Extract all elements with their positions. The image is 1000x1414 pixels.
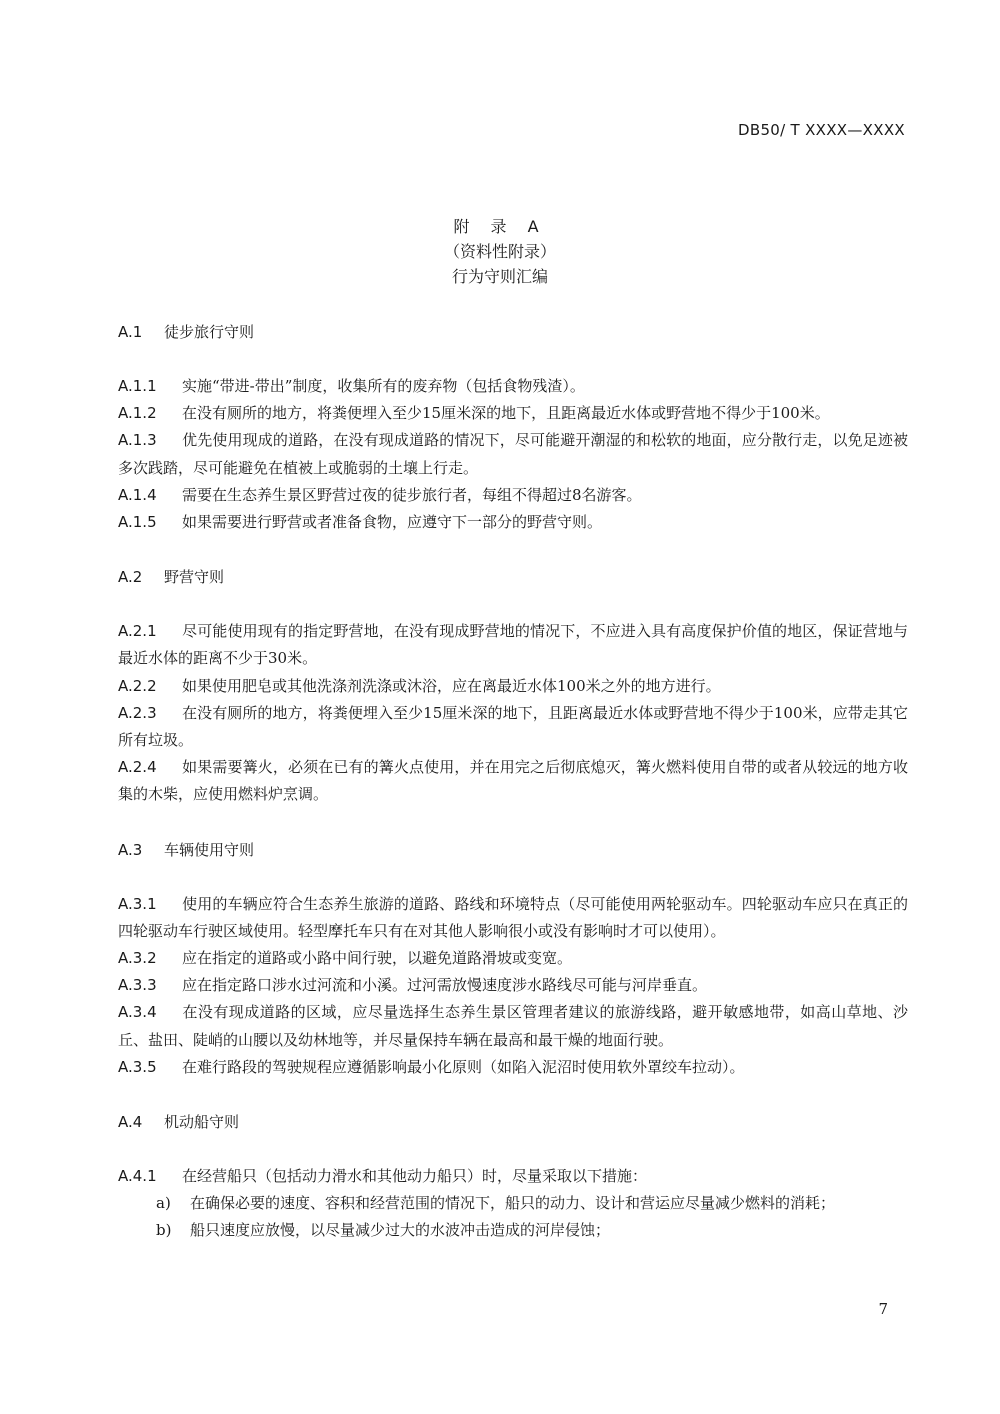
page-number: 7 [878,1300,888,1318]
clause: A.3.3 应在指定路口涉水过河流和小溪。过河需放慢速度涉水路线尽可能与河岸垂直。 [118,976,708,995]
section-heading: A.3 车辆使用守则 [118,840,255,859]
appendix-subject: 行为守则汇编 [451,267,548,286]
appendix-type: （资料性附录） [443,242,556,261]
clause: A.1.5 如果需要进行野营或者准备食物，应遵守下一部分的野营守则。 [118,513,603,532]
document-body [118,318,908,1245]
section-heading: A.2 野营守则 [118,568,225,587]
list-item: b) 船只速度应放慢，以尽量减少过大的水波冲击造成的河岸侵蚀； [156,1221,611,1240]
appendix-title: 附 录 A [453,217,547,236]
clause: A.2.3 在没有厕所的地方，将粪便埋入至少15厘米深的地下，且距离最近水体或野营地不得少于100米，应带走其它所有垃圾。 [118,703,908,750]
clause: A.1.2 在没有厕所的地方，将粪便埋入至少15厘米深的地下，且距离最近水体或野营地不得少于100米。 [118,404,830,423]
clause: A.2.2 如果使用肥皂或其他洗涤剂洗涤或沐浴，应在离最近水体100米之外的地方进行。 [118,676,721,695]
section-heading: A.4 机动船守则 [118,1113,240,1132]
section-heading: A.1 徒步旅行守则 [118,323,255,341]
clause: A.2.4 如果需要篝火，必须在已有的篝火点使用，并在用完之后彻底熄灭，篝火燃料使用自带的或者从较远的地方收集的木柴，应使用燃料炉烹调。 [118,758,908,804]
clause: A.3.1 使用的车辆应符合生态养生旅游的道路、路线和环境特点（尽可能使用两轮驱动车。四轮驱动车应只在真正的四轮驱动车行驶区域使用。轻型摩托车只有在对其他人影响很小或没有影响时才可以使用）。 [118,894,908,940]
clause: A.3.4 在没有现成道路的区域，应尽量选择生态养生景区管理者建议的旅游线路，避开敏感地带，如高山草地、沙丘、盐田、陡峭的山腰以及幼林地等，并尽量保持车辆在最高和最干燥的地面行驶。 [118,1003,908,1049]
list-item: a) 在确保必要的速度、容积和经营范围的情况下，船只的动力、设计和营运应尽量减少燃料的消耗； [156,1194,836,1213]
clause: A.3.2 应在指定的道路或小路中间行驶，以避免道路滑坡或变宽。 [118,949,573,968]
appendix-title-block [0,214,1000,289]
document-code: DB50/ T XXXX—XXXX [738,121,905,139]
clause: A.2.1 尽可能使用现有的指定野营地，在没有现成野营地的情况下，不应进入具有高度保护价值的地区，保证营地与最近水体的距离不少于30米。 [118,622,908,668]
clause: A.1.1 实施“带进-带出”制度，收集所有的废弃物（包括食物残渣）。 [118,377,585,395]
clause: A.3.5 在难行路段的驾驶规程应遵循影响最小化原则（如陷入泥沼时使用软外罩绞车拉动）。 [118,1057,745,1076]
clause: A.1.4 需要在生态养生景区野营过夜的徒步旅行者，每组不得超过8名游客。 [118,485,642,504]
clause: A.4.1 在经营船只（包括动力滑水和其他动力船只）时，尽量采取以下措施： [118,1167,648,1186]
clause: A.1.3 优先使用现成的道路，在没有现成道路的情况下，尽可能避开潮湿的和松软的地面，应分散行走，以免足迹被多次践踏，尽可能避免在植被上或脆弱的土壤上行走。 [118,431,908,477]
